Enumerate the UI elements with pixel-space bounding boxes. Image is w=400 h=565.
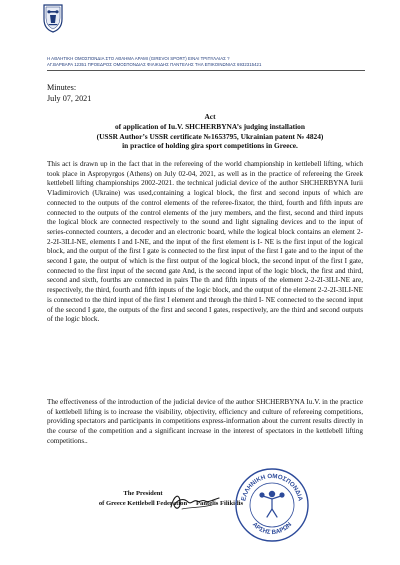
signatory-name: Pantelis Filikidis [196, 500, 244, 507]
body-paragraph-1: This act is drawn up in the fact that in the refereeing of the world championship in kettlebell lifting, which took place in Aspropyrgos (Athens) on July 02-04, 2021, as well as in the practice of refereeing the Greek kettlebell lifting championships 2002-2021. the technical judicial device of the author SHCHERBYNA Iurii Vladimirovich (Ukraine) was used,containing a logical block, the first and second inputs of which are connected to the outputs of the control elements of the referee-fixator, the third, fourth and fifth inputs are connected to the outputs of the control elements of the jury members, and the first, second and third inputs the logical block are connected respectively to the sound and light signaling devices and to the input of series-connected counters, a decoder and an electronic board, while the logical block contains an element 2-2-2I-3ILI-NE, elements I and I-NE, and the input of the first element is I- NE is the first input of the logical block, and the output of the first I gate is connected to the first input of the first I gate and to the input of the second I gate, the output of which is the first output of the logical block, the second input of the first I gate, connected to the first input of the second gate And, is the second input of the logic block, the first and third, second and sixth, fourths are connected in pairs The th and fifth inputs of the element 2-2-2I-3ILI-NE are, respectively, the third, fourth and fifth inputs of the logic block, and the output of the element 2-2-2I-3ILI-NE is connected to the third input of the first I element and through the third I- NE connected to the second input of the second I gate, the outputs of the first and second I gates, respectively, are the third and second outputs of the logic block. [47, 160, 363, 324]
document-title [60, 112, 360, 151]
federation-emblem-icon [42, 3, 64, 33]
letterhead-line-1: Η ΑΘΛΗΤΙΚΗ ΟΜΟΣΠΟΝΔΙΑ ΣΤΟ ΑΘΛΗΜΑ ΑΡΑΜΙ (GIREVOI SPORT) ΕΙΝΑΙ ΤΡΙΠΥΛΑΙΑΣ ? [47, 56, 230, 61]
signatory-line-1: The President [123, 490, 163, 497]
title-line-1: Act [204, 112, 216, 121]
stamp-top-text: ΕΛΛΗΝΙΚΗ ΟΜΟΣΠΟΝΔΙΑ [240, 472, 304, 502]
stamp-lifter-icon [260, 491, 284, 517]
minutes-date: July 07, 2021 [47, 93, 92, 103]
title-line-4: in practice of holding gira sport competitions in Greece. [122, 141, 298, 151]
svg-text:ΑΡΣΗΣ ΒΑΡΩΝ [251, 521, 294, 536]
stamp-bottom-text: ΑΡΣΗΣ ΒΑΡΩΝ [250, 521, 294, 537]
letterhead-divider [47, 70, 365, 71]
federation-stamp [233, 466, 311, 544]
minutes-label: Minutes: [47, 83, 77, 92]
letterhead-line-2: ΑΓ.ΒΑΡΒΑΡΑ 12351 ΠΡΟΕΔΡΟΣ ΟΜΟΣΠΟΝΔΙΑΣ ΦΙΛΙΚΙΔΗΣ ΠΑΝΤΕΛΗΣ ΤΗΛ ΕΠΙΚΟΙΝΩΝΙΑΣ 6932315421 [47, 62, 262, 67]
minutes-block [47, 83, 91, 104]
title-line-3: (USSR Author’s USSR certificate №1653795, Ukrainian patent № 4824) [96, 131, 324, 141]
body-paragraph-2: The effectiveness of the introduction of the judicial device of the author SHCHERBYNA Iu.V. in the practice of kettlebell lifting is to increase the visibility, objectivity, efficiency and culture of refereeing competitions, providing spectators and participants in competitions express-information about the current results directly in the course of the competition and a significant increase in the interest of spectators in the kettlebell lifting competitions.. [47, 398, 363, 445]
signatory-line-2: of Greece Kettlebell Federation [98, 499, 188, 507]
title-line-2: of application of Iu.V. SHCHERBYNA’s judging installation [114, 121, 305, 131]
